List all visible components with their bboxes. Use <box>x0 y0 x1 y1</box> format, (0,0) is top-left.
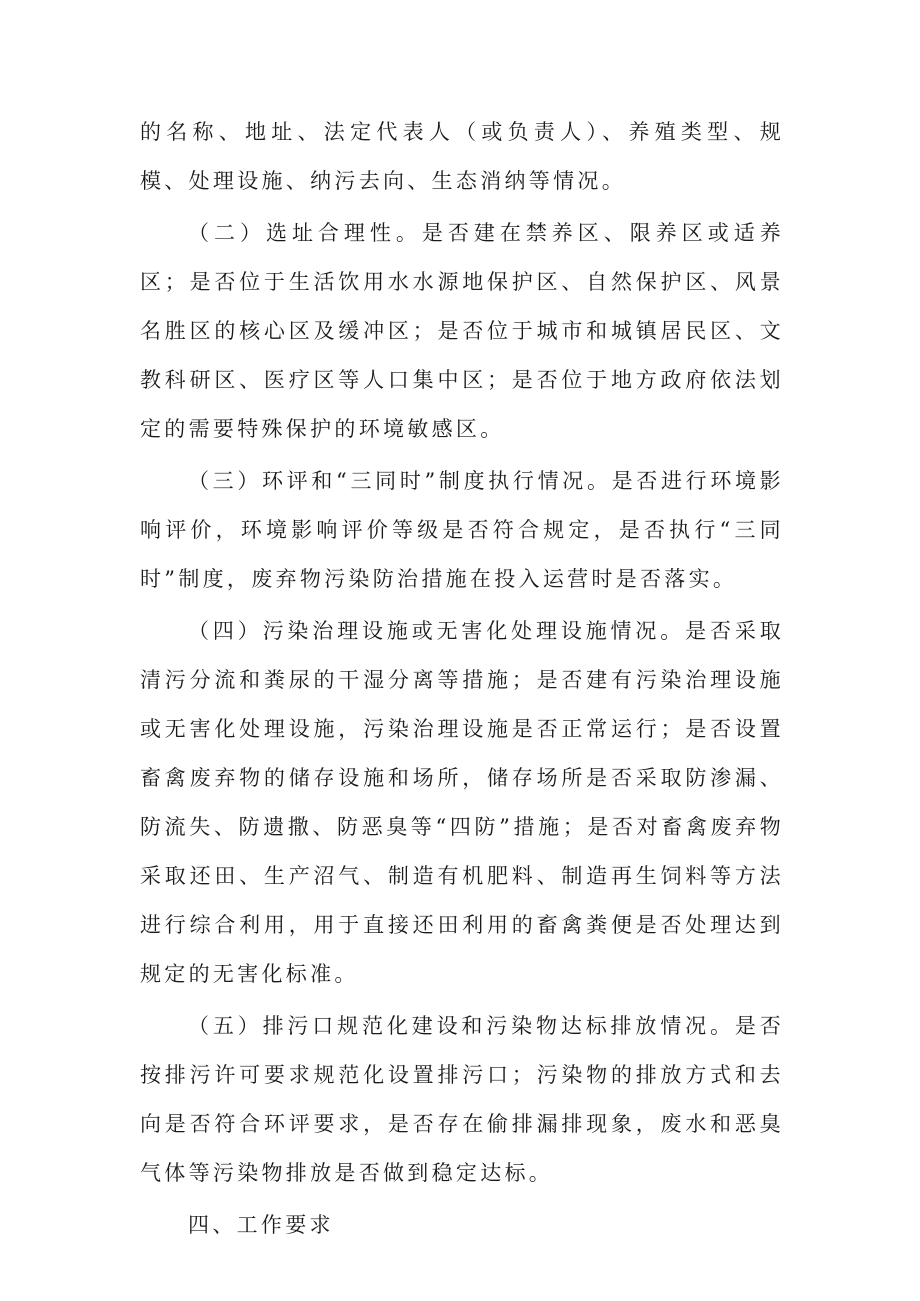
paragraph-eia-three-simultaneous: （三）环评和“三同时”制度执行情况。是否进行环境影响评价，环境影响评价等级是否符合规定，是否执行“三同时”制度，废弃物污染防治措施在投入运营时是否落实。 <box>140 469 784 591</box>
section-heading-work-requirements: 四、工作要求 <box>188 1213 334 1237</box>
paragraph-discharge-outlet: （五）排污口规范化建设和污染物达标排放情况。是否按排污许可要求规范化设置排污口；污染物的排放方式和去向是否符合环评要求，是否存在偷排漏排现象，废水和恶臭气体等污染物排放是否做到稳定达标。 <box>140 1014 784 1185</box>
document-body <box>140 108 784 1253</box>
paragraph-site-selection: （二）选址合理性。是否建在禁养区、限养区或适养区；是否位于生活饮用水水源地保护区、自然保护区、风景名胜区的核心区及缓冲区；是否位于城市和城镇居民区、文教科研区、医疗区等人口集中区；是否位于地方政府依法划定的需要特殊保护的环境敏感区。 <box>140 221 784 441</box>
paragraph-pollution-treatment-facilities: （四）污染治理设施或无害化处理设施情况。是否采取清污分流和粪尿的干湿分离等措施；是否建有污染治理设施或无害化处理设施，污染治理设施是否正常运行；是否设置畜禽废弃物的储存设施和场所，储存场所是否采取防渗漏、防流失、防遗撒、防恶臭等“四防”措施；是否对畜禽废弃物采取还田、生产沼气、制造有机肥料、制造再生饲料等方法进行综合利用，用于直接还田利用的畜禽粪便是否处理达到规定的无害化标准。 <box>140 619 784 986</box>
paragraph-continuation: 的名称、地址、法定代表人（或负责人）、养殖类型、规模、处理设施、纳污去向、生态消纳等情况。 <box>140 120 784 193</box>
